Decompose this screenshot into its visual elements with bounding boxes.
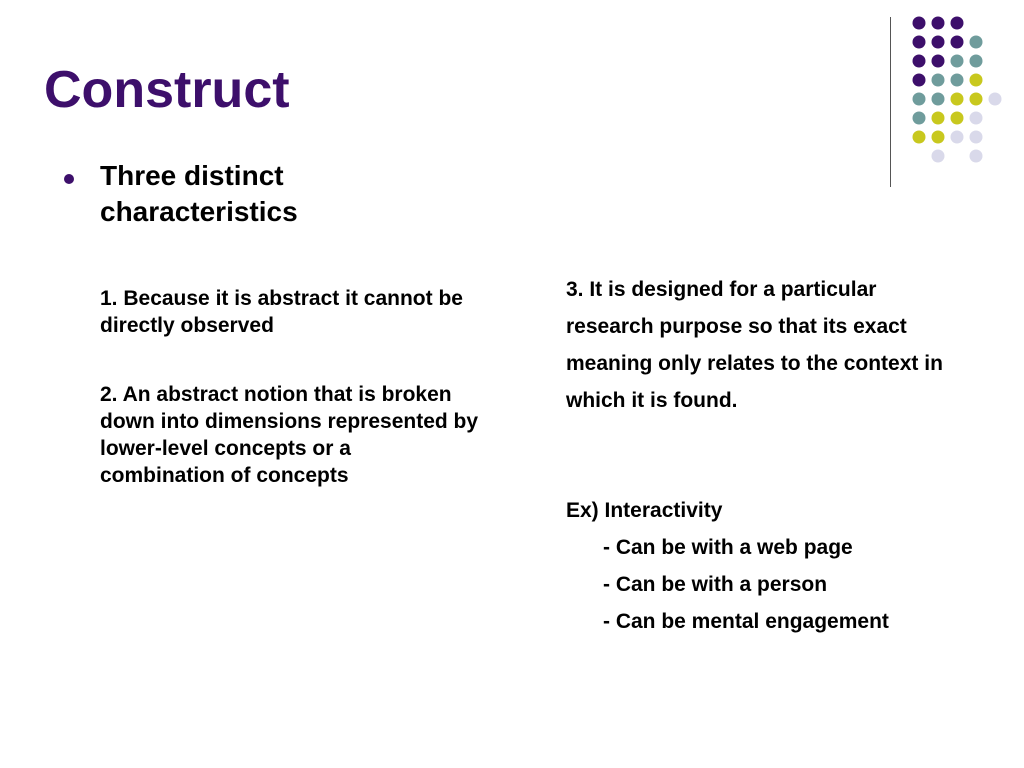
decorative-divider [890,17,891,187]
bullet-heading: Three distinct characteristics [100,160,298,227]
example-block [566,492,986,640]
decorative-dot [932,17,945,30]
decorative-dot [951,36,964,49]
decorative-dot [932,55,945,68]
decorative-dot [970,150,983,163]
decorative-dot [951,112,964,125]
decorative-dot [932,36,945,49]
decorative-dot [913,17,926,30]
decorative-dot [970,93,983,106]
decorative-dot [913,74,926,87]
characteristic-2: 2. An abstract notion that is broken down into dimensions represented by lower-level concepts or a combination of concepts [100,383,479,487]
decorative-dot [913,131,926,144]
characteristic-1: 1. Because it is abstract it cannot be directly observed [100,287,463,337]
decorative-dot [913,55,926,68]
example-heading: Ex) Interactivity [566,499,723,522]
example-point: - Can be mental engagement [603,610,889,633]
decorative-dot [970,55,983,68]
decorative-dot [951,131,964,144]
decorative-dot [970,131,983,144]
example-point: - Can be with a web page [603,536,853,559]
decorative-dot [951,55,964,68]
decorative-dot [932,150,945,163]
decorative-dot [932,131,945,144]
decorative-dot [970,74,983,87]
decorative-dot [951,17,964,30]
decorative-dot [913,112,926,125]
example-point: - Can be with a person [603,573,828,596]
decorative-dot [932,93,945,106]
decorative-dot [932,112,945,125]
decorative-dot [913,93,926,106]
decorative-dot [970,36,983,49]
decorative-dot [951,74,964,87]
decorative-dot [951,93,964,106]
bullet-icon [64,174,74,184]
decorative-dot [970,112,983,125]
decorative-dot [932,74,945,87]
characteristic-3: 3. It is designed for a particular research purpose so that its exact meaning only relates to the context in which it is found. [566,278,943,412]
decorative-dot [913,36,926,49]
slide-title: Construct [44,61,290,119]
decorative-dot [989,93,1002,106]
